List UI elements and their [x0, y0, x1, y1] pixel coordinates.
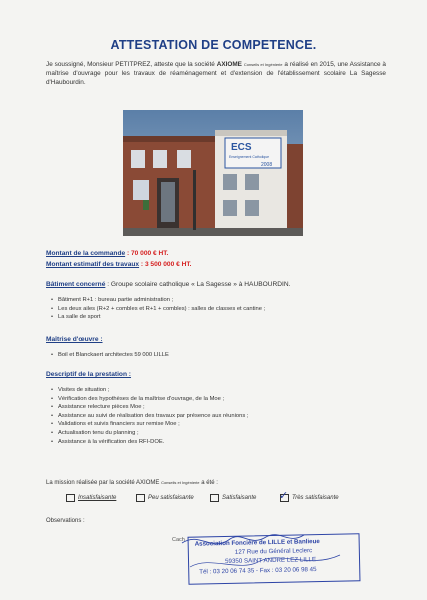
list-item: • La salle de sport [58, 313, 265, 322]
observations-label: Observations : [46, 518, 85, 524]
mission-label: Descriptif de la prestation : [46, 371, 132, 378]
amount-line [46, 250, 168, 257]
option-satisfaisante[interactable] [210, 494, 256, 502]
check-mark-icon: ✓ [279, 490, 289, 502]
intro-text-1: Je soussigné, Monsieur PETITPREZ, atteste que la société [46, 61, 217, 68]
intro-text-2: a réalisé en 2015, une Assistance à maîtrise d'ouvrage pour les travaux de réaménagement et d'extension de l'établissement scolaire La Sagesse d'Haubourdin. [46, 61, 386, 86]
list-item: • Assistance au suivi de réalisation des travaux par présence aux réunions ; [58, 412, 248, 421]
option-label: Très satisfaisante [292, 495, 339, 501]
moe-list [58, 351, 169, 360]
page-title: ATTESTATION DE COMPETENCE. [110, 38, 317, 52]
estimate-value: : 3 500 000 € HT. [139, 261, 192, 268]
option-label: Insatisfaisante [78, 495, 117, 501]
stamp-prefix: Cach [172, 537, 185, 543]
moe-label: Maîtrise d'œuvre : [46, 336, 103, 343]
company-name: AXIOME [216, 61, 242, 68]
checkbox[interactable] [136, 494, 145, 502]
stamp-line-4: Tél : 03 20 06 74 35 - Fax : 03 20 06 98 45 [199, 566, 317, 576]
list-item: • Actualisation tenu du planning ; [58, 429, 248, 438]
evaluation-intro-text: La mission réalisée par la société AXIOME [46, 480, 160, 486]
building-line [46, 281, 290, 288]
building-label: Bâtiment concerné [46, 281, 106, 288]
evaluation-intro-end: a été : [199, 480, 218, 486]
evaluation-company-subtitle: Conseils et Ingénierie [161, 480, 200, 485]
photo-sign-year: 2008 [261, 162, 273, 168]
list-item: • Validations et suivis financiers sur remise Moe ; [58, 420, 248, 429]
option-label: Peu satisfaisante [148, 495, 194, 501]
building-value: : Groupe scolaire catholique « La Sagesse » à HAUBOURDIN. [105, 281, 291, 288]
moe-heading [46, 336, 103, 343]
photo-sign-subtext: Enseignement Catholique [229, 155, 270, 159]
list-item: • Assistance relecture pièces Moe ; [58, 403, 248, 412]
estimate-label: Montant estimatif des travaux [46, 261, 140, 268]
checkbox[interactable] [210, 494, 219, 502]
list-item: • Boil et Blanckaert architectes 59 000 LILLE [58, 351, 169, 360]
observations [46, 518, 85, 524]
evaluation-options [66, 490, 386, 506]
intro-paragraph [46, 60, 386, 87]
evaluation-intro [46, 480, 218, 486]
mission-list [58, 386, 248, 446]
list-item: • Les deux ailes (R+2 + combles et R+1 + combles) : salles de classes et cantine ; [58, 305, 265, 314]
stamp-line-2: 127 Rue du Général Leclerc [234, 547, 313, 556]
photo-sign-text: ECS [231, 142, 252, 153]
estimate-line [46, 261, 192, 268]
stamp-line-3: 59350 SAINT ANDRE LEZ LILLE [224, 556, 317, 566]
checkbox-checked[interactable] [279, 490, 289, 502]
option-label: Satisfaisante [222, 495, 257, 501]
option-tres-satisfaisante[interactable] [279, 490, 339, 502]
stamp-line-1: Association Foncière de LILLE et Banlieue [194, 538, 320, 548]
list-item: • Bâtiment R+1 : bureau partie administration ; [58, 296, 265, 305]
checkbox[interactable] [66, 494, 75, 502]
building-photo [123, 110, 303, 236]
option-insatisfaisante[interactable] [66, 494, 116, 502]
option-peu-satisfaisante[interactable] [136, 494, 194, 502]
amount-value: : 70 000 € HT. [125, 250, 169, 257]
list-item: • Vérification des hypothèses de la maîtrise d'ouvrage, de la Moe ; [58, 395, 248, 404]
mission-heading [46, 371, 131, 378]
list-item: • Visites de situation ; [58, 386, 248, 395]
company-subtitle: Conseils et Ingénierie [243, 62, 283, 67]
amount-label: Montant de la commande [46, 250, 126, 257]
company-stamp [188, 533, 361, 585]
list-item: • Assistance à la vérification des RFI-DOE. [58, 438, 248, 447]
building-list [58, 296, 265, 322]
